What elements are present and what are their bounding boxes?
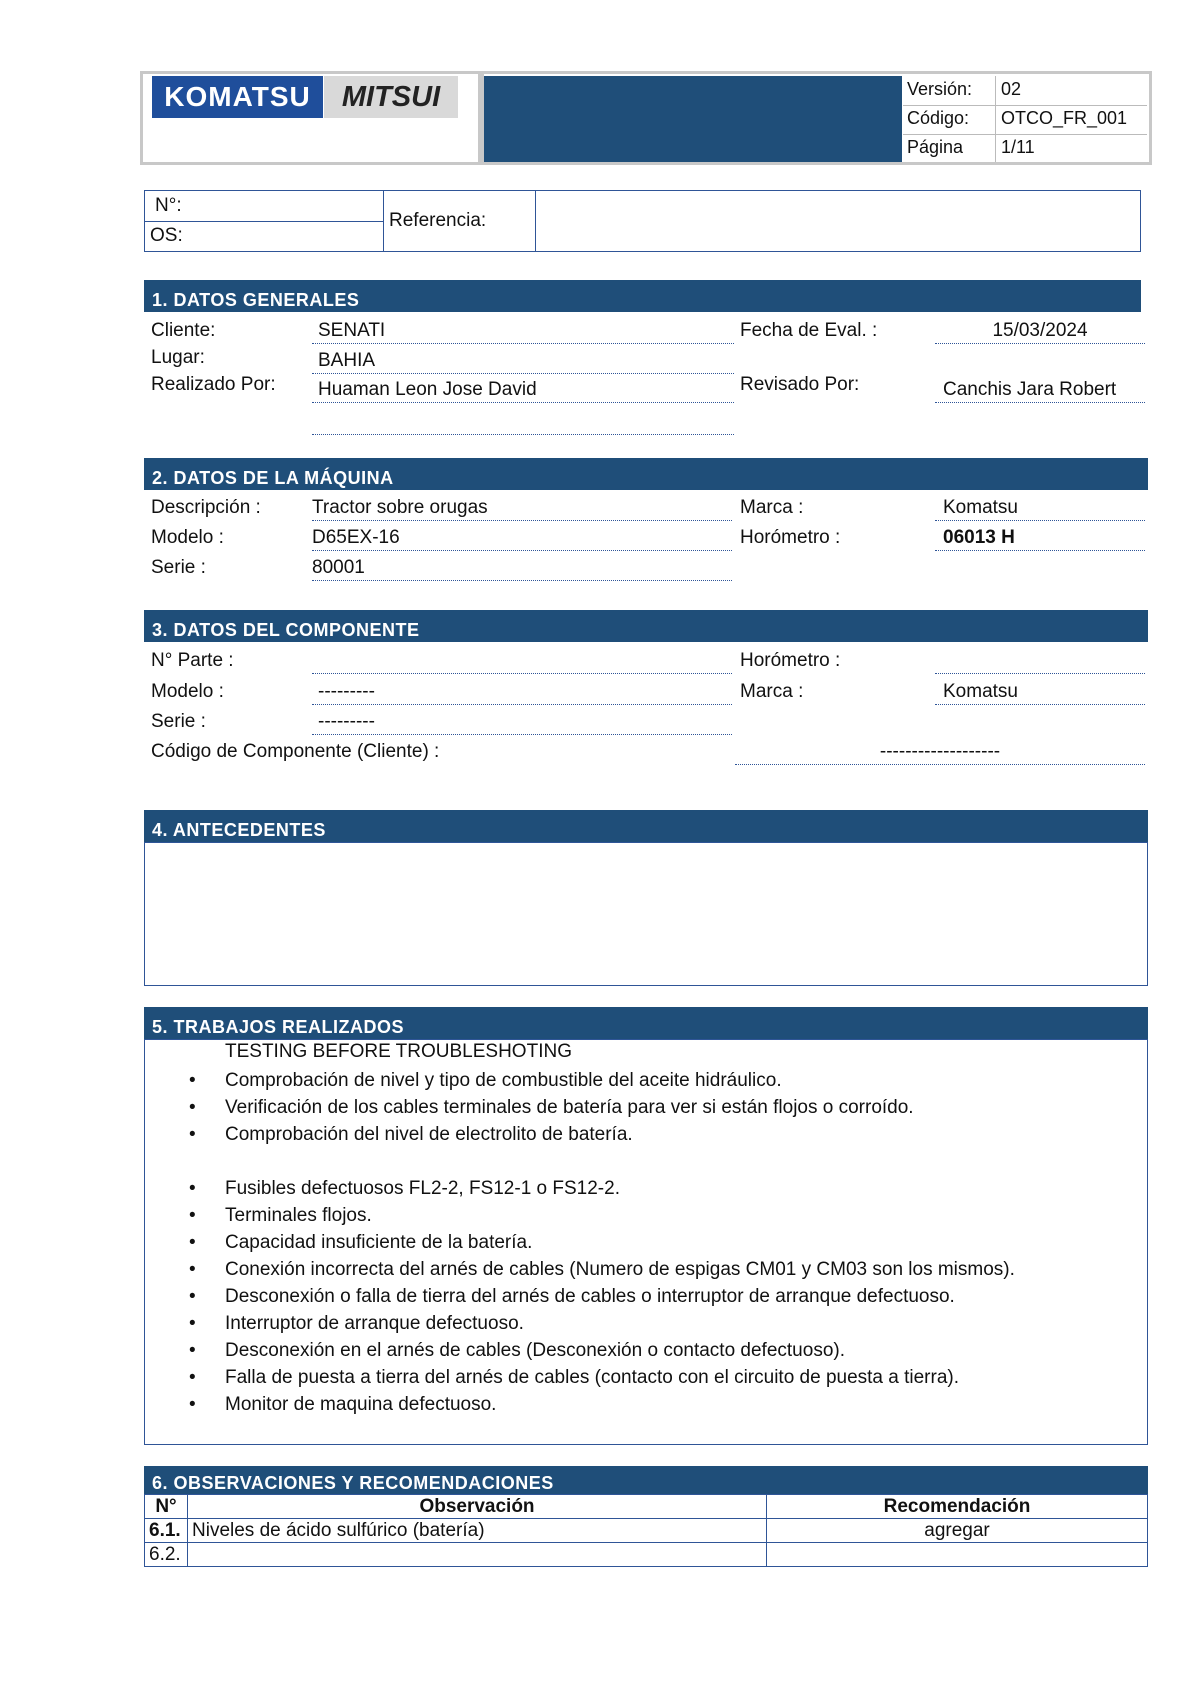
col-observacion-header: Observación [188,1495,767,1519]
revisado-label: Revisado Por: [740,374,860,395]
parte-field [312,650,732,674]
doc-control-table [903,76,1147,162]
row-number: 6.2. [145,1543,188,1567]
lugar-label: Lugar: [151,347,205,368]
section5-header [144,1007,1148,1039]
table-row [145,1543,1148,1567]
section4-title: 4. ANTECEDENTES [152,820,326,840]
section2-header [144,458,1148,490]
version-value: 02 [1001,79,1022,99]
descripcion-label: Descripción : [151,497,261,518]
referencia-label: Referencia: [389,210,487,231]
horometro-field: 06013 H [935,527,1145,551]
row-observacion [188,1543,767,1567]
code-row [903,105,1147,135]
comp-horometro-label: Horómetro : [740,650,841,671]
version-row [903,76,1147,106]
list-item: • Falla de puesta a tierra del arnés de cables (contacto con el circuito de puesta a tierra). [189,1367,960,1388]
version-label: Versión: [907,79,973,99]
table-row [145,1519,1148,1543]
ref-col-divider-1 [383,191,384,251]
section6-title: 6. OBSERVACIONES Y RECOMENDACIONES [152,1473,554,1493]
row-number: 6.1. [145,1519,188,1543]
marca-field: Komatsu [935,497,1145,521]
page-value: 1/11 [1001,137,1035,157]
list-item: • Comprobación del nivel de electrolito de batería. [189,1124,633,1145]
section1-title: 1. DATOS GENERALES [152,290,360,310]
modelo-label: Modelo : [151,527,224,548]
list-item: • Desconexión en el arnés de cables (Desconexión o contacto defectuoso). [189,1340,845,1361]
serie-field: 80001 [312,557,732,581]
extra-field [312,412,734,435]
comp-serie-field: --------- [312,711,732,735]
table-header-row [145,1495,1148,1519]
section2-title: 2. DATOS DE LA MÁQUINA [152,468,394,488]
list-item: • Verificación de los cables terminales de batería para ver si están flojos o corroído. [189,1097,914,1118]
comp-horometro-field [935,650,1145,674]
cliente-field: SENATI [312,320,734,344]
codigo-componente-label: Código de Componente (Cliente) : [151,741,440,762]
serie-label: Serie : [151,557,206,578]
ref-row-divider [145,221,383,222]
comp-modelo-label: Modelo : [151,681,224,702]
marca-label: Marca : [740,497,804,518]
revisado-field: Canchis Jara Robert [935,379,1145,403]
horometro-label: Horómetro : [740,527,841,548]
list-item: • Comprobación de nivel y tipo de combustible del aceite hidráulico. [189,1070,782,1091]
section3-title: 3. DATOS DEL COMPONENTE [152,620,420,640]
modelo-field: D65EX-16 [312,527,732,551]
trabajos-list-1 [145,1067,1145,1148]
trabajos-box [144,1039,1148,1445]
ref-col-divider-2 [535,191,536,251]
comp-marca-label: Marca : [740,681,804,702]
cliente-label: Cliente: [151,320,216,341]
section6-header [144,1466,1148,1494]
comp-marca-field: Komatsu [935,681,1145,705]
list-item: • Fusibles defectuosos FL2-2, FS12-1 o FS12-2. [189,1178,620,1199]
mitsui-logo: MITSUI [324,76,458,118]
fecha-label: Fecha de Eval. : [740,320,878,341]
trabajos-intro: TESTING BEFORE TROUBLESHOTING [225,1041,572,1062]
os-label: OS: [150,225,183,246]
parte-label: N° Parte : [151,650,234,671]
list-item: • Capacidad insuficiente de la batería. [189,1232,533,1253]
col-recomendacion-header: Recomendación [767,1495,1148,1519]
reference-box [144,190,1141,252]
realizado-label: Realizado Por: [151,374,276,395]
comp-serie-label: Serie : [151,711,206,732]
section1-header [144,280,1141,312]
list-item: • Conexión incorrecta del arnés de cables (Numero de espigas CM01 y CM03 son los mismos). [189,1259,1015,1280]
lugar-field: BAHIA [312,350,734,374]
row-observacion: Niveles de ácido sulfúrico (batería) [188,1519,767,1543]
list-item: • Desconexión o falla de tierra del arnés de cables o interruptor de arranque defectuoso. [189,1286,955,1307]
section5-title: 5. TRABAJOS REALIZADOS [152,1017,405,1037]
codigo-componente-field: ------------------- [735,741,1145,765]
list-item: • Interruptor de arranque defectuoso. [189,1313,524,1334]
descripcion-field: Tractor sobre orugas [312,497,732,521]
comp-modelo-field: --------- [312,681,732,705]
list-item: • Monitor de maquina defectuoso. [189,1394,497,1415]
doc-control-divider [995,76,996,162]
section4-header [144,810,1148,842]
row-recomendacion: agregar [767,1519,1148,1543]
code-value: OTCO_FR_001 [1001,108,1128,128]
header-title-block [484,76,902,162]
section3-header [144,610,1148,642]
page-row [903,134,1147,162]
realizado-field: Huaman Leon Jose David [312,379,734,403]
fecha-field: 15/03/2024 [935,320,1145,344]
page-label: Página [907,137,964,157]
list-item: • Terminales flojos. [189,1205,372,1226]
n-label: N°: [155,195,182,216]
komatsu-logo: KOMATSU [152,76,323,118]
col-n-header: N° [145,1495,188,1519]
antecedentes-box [144,842,1148,986]
observaciones-table [144,1494,1148,1567]
trabajos-list-2 [145,1175,1145,1418]
row-recomendacion [767,1543,1148,1567]
code-label: Código: [907,108,970,128]
